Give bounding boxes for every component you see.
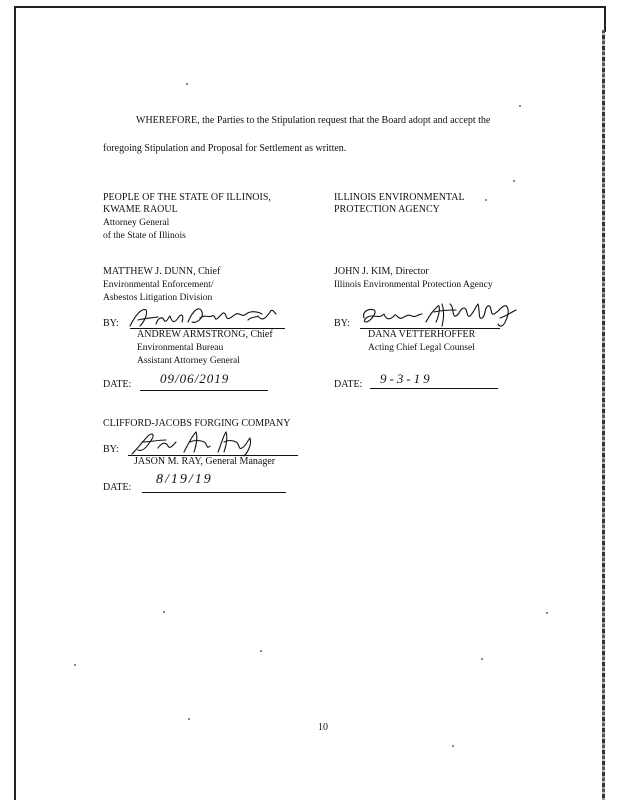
scan-speck bbox=[163, 611, 165, 613]
company-date-line bbox=[142, 492, 286, 493]
page-number: 10 bbox=[318, 722, 328, 733]
kim-line-2: Illinois Environmental Protection Agency bbox=[334, 280, 493, 290]
scan-speck bbox=[519, 105, 521, 107]
scan-speck bbox=[481, 658, 483, 660]
scan-border-top bbox=[14, 6, 604, 8]
vetterhoffer-date-value: 9-3-19 bbox=[380, 371, 433, 386]
scan-speck bbox=[186, 83, 188, 85]
armstrong-title-2: Assistant Attorney General bbox=[137, 356, 240, 366]
kim-line-1: JOHN J. KIM, Director bbox=[334, 266, 429, 277]
dunn-line-2: Environmental Enforcement/ bbox=[103, 280, 214, 290]
vetterhoffer-by-label: BY: bbox=[334, 318, 350, 329]
scan-speck bbox=[452, 745, 454, 747]
people-line-3: Attorney General bbox=[103, 218, 170, 228]
armstrong-date-value: 09/06/2019 bbox=[160, 371, 230, 386]
people-line-4: of the State of Illinois bbox=[103, 231, 186, 241]
dunn-line-1: MATTHEW J. DUNN, Chief bbox=[103, 266, 221, 277]
ray-signature bbox=[128, 428, 258, 458]
vetterhoffer-name: DANA VETTERHOFFER bbox=[368, 329, 476, 340]
scan-border-right bbox=[602, 30, 605, 800]
people-line-1: PEOPLE OF THE STATE OF ILLINOIS, bbox=[103, 192, 271, 203]
armstrong-date-label: DATE: bbox=[103, 379, 132, 390]
scan-speck bbox=[546, 612, 548, 614]
company-by-label: BY: bbox=[103, 444, 119, 455]
scan-border-right-top bbox=[604, 6, 606, 32]
dunn-line-3: Asbestos Litigation Division bbox=[103, 293, 213, 303]
armstrong-name: ANDREW ARMSTRONG, Chief bbox=[137, 329, 273, 340]
agency-line-2: PROTECTION AGENCY bbox=[334, 204, 440, 215]
company-date-value: 8/19/19 bbox=[156, 472, 213, 487]
vetterhoffer-date-label: DATE: bbox=[334, 379, 363, 390]
vetterhoffer-title: Acting Chief Legal Counsel bbox=[368, 343, 475, 353]
scan-speck bbox=[513, 180, 515, 182]
wherefore-line-2: foregoing Stipulation and Proposal for Settlement as written. bbox=[103, 143, 347, 154]
armstrong-signature bbox=[128, 304, 280, 330]
wherefore-line-1: WHEREFORE, the Parties to the Stipulation request that the Board adopt and accept the bbox=[136, 115, 491, 126]
vetterhoffer-date-line bbox=[370, 388, 498, 389]
armstrong-title-1: Environmental Bureau bbox=[137, 343, 224, 353]
company-heading: CLIFFORD-JACOBS FORGING COMPANY bbox=[103, 418, 291, 429]
ray-name: JASON M. RAY, General Manager bbox=[134, 456, 276, 467]
people-line-2: KWAME RAOUL bbox=[103, 204, 178, 215]
scan-speck bbox=[485, 199, 487, 201]
scan-border-left bbox=[14, 6, 16, 800]
company-date-label: DATE: bbox=[103, 482, 132, 493]
scan-speck bbox=[74, 664, 76, 666]
scan-speck bbox=[188, 718, 190, 720]
armstrong-by-label: BY: bbox=[103, 318, 119, 329]
agency-line-1: ILLINOIS ENVIRONMENTAL bbox=[334, 192, 465, 203]
scan-speck bbox=[260, 650, 262, 652]
armstrong-date-line bbox=[140, 390, 268, 391]
